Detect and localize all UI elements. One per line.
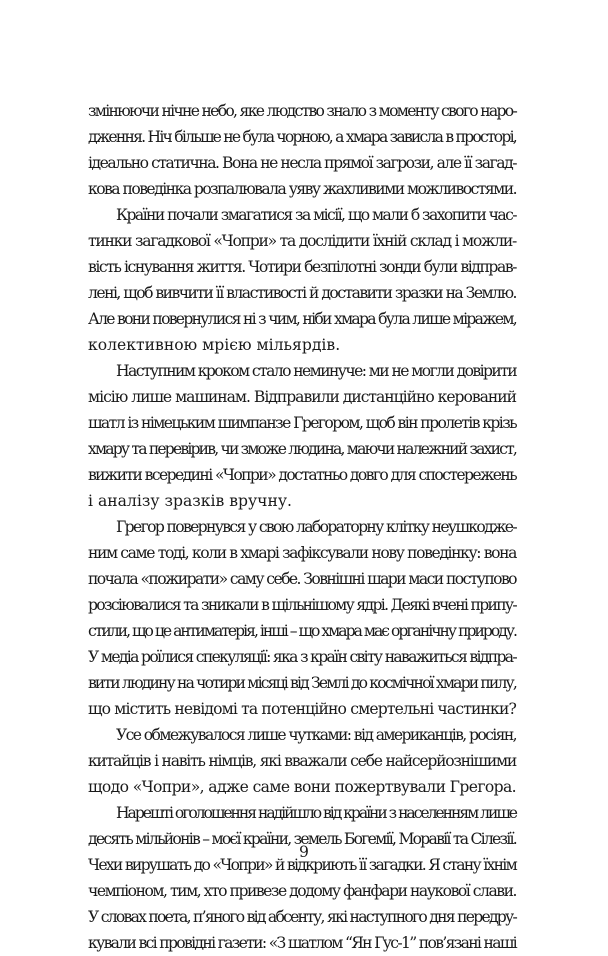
text-line: і аналізу зразків вручну. — [88, 492, 292, 510]
text-line: вити людину на чотири місяці від Землі до космічної хмари пилу, — [88, 674, 516, 692]
text-line: почала «пожирати» саму себе. Зовнішні шари маси поступово — [88, 570, 516, 588]
paragraph — [88, 98, 516, 202]
paragraph — [88, 514, 516, 722]
text-line: китайців і навіть німців, які вважали себе найсерйознішими — [88, 752, 517, 770]
text-line: Країни почали змагатися за місії, що мали б захопити час- — [116, 206, 516, 224]
text-line: Наступним кроком стало неминуче: ми не могли довірити — [116, 362, 516, 380]
text-line: ідеально статична. Вона не несла прямої загрози, але її загад- — [88, 154, 517, 172]
text-line: десять мільйонів – моєї країни, земель Богемії, Моравії та Сілезії. — [88, 830, 516, 848]
text-line: вість існування життя. Чотири безпілотні зонди були відправ- — [88, 258, 516, 276]
paragraph — [88, 358, 516, 514]
body-text — [88, 98, 516, 956]
text-line: місію лише машинам. Відправили дистанційно керований — [88, 388, 516, 406]
text-line: Нарешті оголошення надійшло від країни з населенням лише — [116, 804, 516, 822]
text-line: Грегор повернувся у свою лабораторну клітку неушкодже- — [116, 518, 516, 536]
page-number: 9 — [299, 843, 309, 861]
text-line: ним саме тоді, коли в хмарі зафіксували нову поведінку: вона — [88, 544, 516, 562]
text-line: вижити всередині «Чопри» достатньо довго для спостережень — [88, 466, 517, 484]
text-line: що містить невідомі та потенційно смертельні частинки? — [88, 700, 516, 718]
text-line: шатл із німецьким шимпанзе Грегором, щоб він пролетів крізь — [88, 414, 517, 432]
text-line: колективною мрією мільярдів. — [88, 336, 341, 354]
text-line: Але вони повернулися ні з чим, ніби хмара була лише міражем, — [88, 310, 517, 328]
text-line: кували всі провідні газети: «З шатлом “Ян Гус-1” пов’язані наші — [88, 934, 516, 952]
text-line: хмару та перевірив, чи зможе людина, маючи належний захист, — [88, 440, 517, 458]
text-line: кова поведінка розпалювала уяву жахливими можливостями. — [88, 180, 517, 198]
text-line: дження. Ніч більше не була чорною, а хмара зависла в просторі, — [88, 128, 516, 146]
text-line: розсіювалися та зникали в щільнішому ядрі. Деякі вчені припу- — [88, 596, 516, 614]
text-line: тинки загадкової «Чопри» та дослідити їхній склад і можли- — [88, 232, 516, 250]
text-line: чемпіоном, тим, хто привезе додому фанфари наукової слави. — [88, 882, 516, 900]
text-line: У словах поета, п’яного від абсенту, які наступного дня передру- — [88, 908, 516, 926]
paragraph — [88, 202, 516, 358]
text-line: лені, щоб вивчити її властивості й доставити зразки на Землю. — [88, 284, 516, 302]
paragraph — [88, 722, 516, 800]
text-line: У медіа роїлися спекуляції: яка з країн світу наважиться відпра- — [88, 648, 516, 666]
paragraph — [88, 800, 516, 956]
text-line: стили, що це антиматерія, інші – що хмара має органічну природу. — [88, 622, 516, 640]
text-line: змінюючи нічне небо, яке людство знало з моменту свого наро- — [88, 102, 517, 120]
text-line: Чехи вирушать до «Чопри» й відкриють її загадки. Я стану їхнім — [88, 856, 516, 874]
text-line: щодо «Чопри», адже саме вони пожертвували Грегора. — [88, 778, 517, 796]
text-line: Усе обмежувалося лише чутками: від американців, росіян, — [116, 726, 517, 744]
